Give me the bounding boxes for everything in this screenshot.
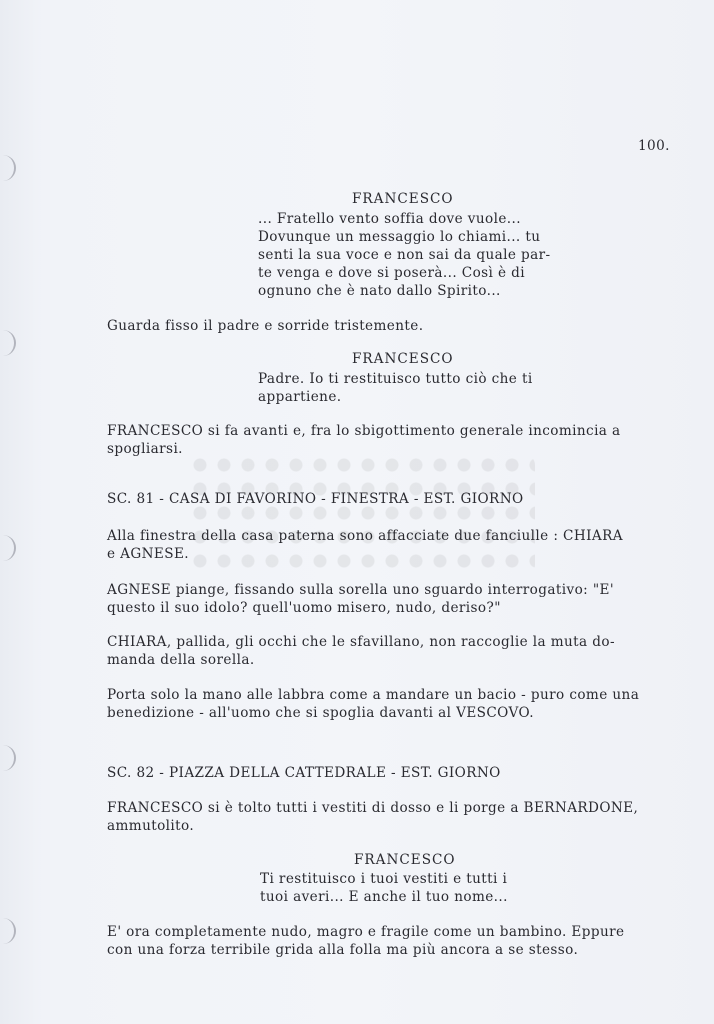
character-name: FRANCESCO — [354, 852, 456, 868]
action-line: benedizione - all'uomo che si spoglia davanti al VESCOVO. — [107, 705, 534, 721]
action-line: CHIARA, pallida, gli occhi che le sfavillano, non raccoglie la muta do- — [107, 634, 615, 650]
dialogue-line: te venga e dove si poserà... Così è di — [258, 265, 526, 281]
action-line: Alla finestra della casa paterna sono affacciate due fanciulle : CHIARA — [107, 528, 623, 544]
action-line: Guarda fisso il padre e sorride tristemente. — [107, 318, 424, 334]
character-name: FRANCESCO — [352, 351, 454, 367]
dialogue-line: tuoi averi... E anche il tuo nome... — [260, 889, 508, 905]
action-line: AGNESE piange, fissando sulla sorella uno sguardo interrogativo: "E' — [107, 582, 614, 598]
dialogue-line: ... Fratello vento soffia dove vuole... — [258, 211, 521, 227]
action-line: FRANCESCO si fa avanti e, fra lo sbigottimento generale incomincia a — [107, 423, 621, 439]
action-line: e AGNESE. — [107, 546, 190, 562]
dialogue-line: appartiene. — [258, 389, 342, 405]
punch-hole — [0, 745, 16, 771]
dialogue-line: Dovunque un messaggio lo chiami... tu — [258, 229, 541, 245]
punch-hole — [0, 918, 16, 944]
action-line: manda della sorella. — [107, 652, 255, 668]
dialogue-line: Ti restituisco i tuoi vestiti e tutti i — [260, 871, 508, 887]
dialogue-line: ognuno che è nato dallo Spirito... — [258, 283, 501, 299]
action-line: con una forza terribile grida alla folla ma più ancora a se stesso. — [107, 942, 579, 958]
dialogue-line: Padre. Io ti restituisco tutto ciò che ti — [258, 371, 533, 387]
action-line: questo il suo idolo? quell'uomo misero, nudo, deriso?" — [107, 600, 501, 616]
character-name: FRANCESCO — [352, 191, 454, 207]
punch-hole — [0, 535, 16, 561]
action-line: Porta solo la mano alle labbra come a mandare un bacio - puro come una — [107, 687, 640, 703]
action-line: FRANCESCO si è tolto tutti i vestiti di dosso e li porge a BERNARDONE, — [107, 800, 639, 816]
scene-heading: SC. 81 - CASA DI FAVORINO - FINESTRA - EST. GIORNO — [107, 491, 524, 507]
action-line: ammutolito. — [107, 818, 195, 834]
punch-hole — [0, 330, 16, 356]
dialogue-line: senti la sua voce e non sai da quale par- — [258, 247, 551, 263]
action-line: spogliarsi. — [107, 441, 183, 457]
scene-heading: SC. 82 - PIAZZA DELLA CATTEDRALE - EST. GIORNO — [107, 765, 501, 781]
page-number: 100. — [638, 138, 670, 154]
punch-hole — [0, 155, 16, 181]
watermark-stamp — [190, 455, 535, 575]
action-line: E' ora completamente nudo, magro e fragile come un bambino. Eppure — [107, 924, 625, 940]
